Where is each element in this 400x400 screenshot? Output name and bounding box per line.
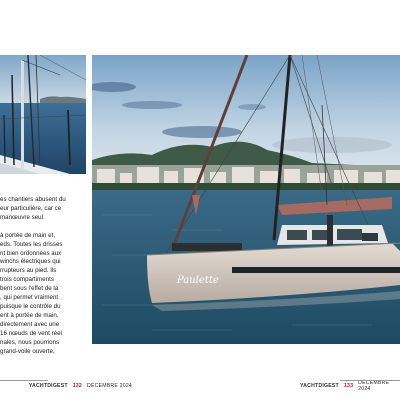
issue-date: DÉCEMBRE 2024 bbox=[87, 383, 132, 389]
article-line: 16 nœuds de vent réel bbox=[0, 329, 62, 337]
deck-photo bbox=[0, 55, 86, 174]
article-line: eds. Toutes les drisses bbox=[0, 240, 63, 248]
article-line: manœuvre seul. bbox=[0, 213, 45, 221]
article-line: directement avec une bbox=[0, 320, 60, 328]
page-number: 133 bbox=[343, 383, 354, 389]
article-line: , qui permet vraiment bbox=[0, 294, 59, 302]
article-line: à portée de main et, bbox=[0, 231, 56, 239]
article-line: bent sous l'effet de la bbox=[0, 285, 59, 293]
footer-rule bbox=[340, 380, 400, 381]
article-line: nales, nous pourrions bbox=[0, 338, 60, 346]
footer-brand: YACHTDIGEST bbox=[28, 383, 68, 389]
article-line: puisque le contrôle du bbox=[0, 302, 61, 310]
boat-name: Paulette bbox=[177, 275, 219, 286]
article-line: trois compartiments bbox=[0, 276, 54, 284]
footer-left bbox=[0, 381, 132, 391]
footer-rule bbox=[0, 380, 48, 381]
catamaran-photo-image bbox=[92, 55, 400, 344]
footer-right bbox=[300, 381, 400, 391]
article-line: ent à portée de main. bbox=[0, 311, 59, 319]
article-line: grand-voile ouverte, bbox=[0, 347, 55, 355]
article-line: winchs électriques qui bbox=[0, 258, 61, 266]
paragraph-gap bbox=[0, 223, 80, 232]
article-text bbox=[0, 196, 80, 356]
page-number: 132 bbox=[72, 383, 83, 389]
catamaran-photo bbox=[92, 55, 400, 344]
article-line: eur particulière, car ce bbox=[0, 204, 62, 212]
deck-photo-image bbox=[0, 55, 86, 174]
article-line: nt bien ordonnées aux bbox=[0, 249, 62, 257]
article-line: rrupteurs au pied. Ils bbox=[0, 267, 57, 275]
issue-date: DÉCEMBRE 2024 bbox=[358, 380, 390, 392]
article-line: es chantiers abusent du bbox=[0, 196, 66, 203]
footer-brand: YACHTDIGEST bbox=[300, 383, 339, 389]
